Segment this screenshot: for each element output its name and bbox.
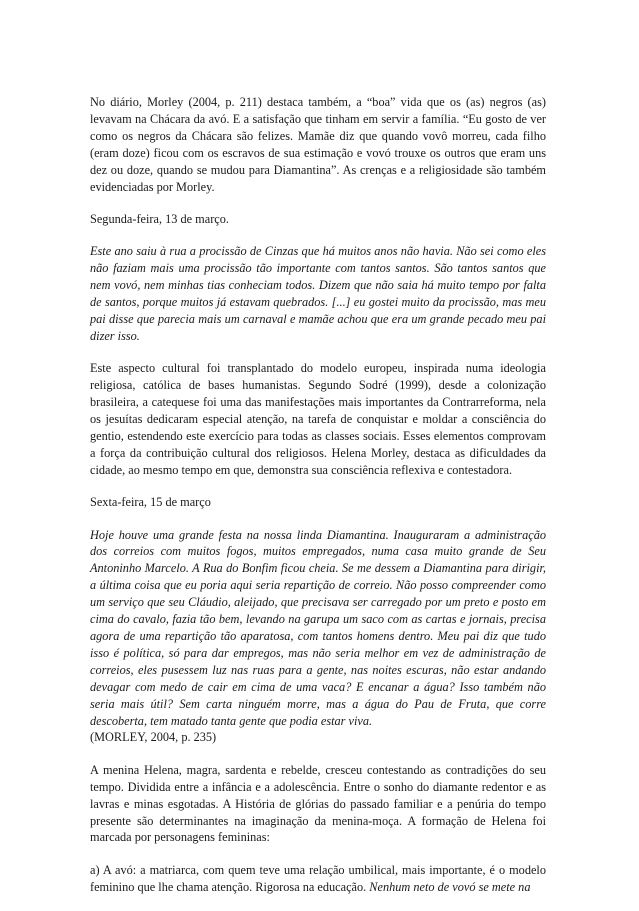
- paragraph-grandmother: [90, 862, 546, 896]
- paragraph-intro: No diário, Morley (2004, p. 211) destaca também, a “boa” vida que os (as) negros (as) levavam na Chácara da avó. E a satisfação que tinham em servir a família. “Eu gosto de ver como os negros da Chácara são felizes. Mamãe diz que quando vovô morreu, cada filho (eram doze) ficou com os escravos de sua estimação e vovó trouxe os outros que eram uns dez ou doze, quando se mudou para Diamantina”. As crenças e a religiosidade são também evidenciadas por Morley.: [90, 95, 546, 194]
- diary-date-monday: Segunda-feira, 13 de março.: [90, 211, 229, 226]
- grandmother-text: a) A avó: a matriarca, com quem teve uma relação umbilical, mais importante, é o modelo feminino que lhe chama atenção. Rigorosa na educação.: [90, 862, 546, 894]
- paragraph-helena-formation: A menina Helena, magra, sardenta e rebelde, cresceu contestando as contradições do seu tempo. Dividida entre a infância e a adolescência. Entre o sonho do diamante redentor e as lavras e minas esgotadas. A História de glórias do passado familiar e a penúria do tempo presente são determinantes na imaginação da menina-moça. A formação de Helena foi marcada por personagens femininas:: [90, 762, 546, 845]
- quote-citation: (MORLEY, 2004, p. 235): [90, 730, 217, 745]
- grandmother-quote-start: Nenhum neto de vovó se mete na: [369, 879, 531, 894]
- diary-quote-procession: Este ano saiu à rua a procissão de Cinzas que há muitos anos não havia. Não sei como eles não faziam mais uma procissão tão importante com tantos santos. São tantos santos que nem vovó, nem minhas tias conheciam todos. Dizem que não saia há muito tempo por falta de santos, porque muitos já estavam quebrados. [...] eu gostei muito da procissão, mas meu pai disse que parecia mais um carnaval e mamãe achou que era um grande pecado meu pai dizer isso.: [90, 244, 546, 343]
- document-page: [90, 94, 546, 911]
- diary-quote-post-office: Hoje houve uma grande festa na nossa linda Diamantina. Inauguraram a administração dos correios com muitos fogos, muitos empregados, numa casa muito grande de Seu Antoninho Marcelo. A Rua do Bonfim ficou cheia. Se me dessem a Diamantina para dirigir, a última coisa que eu poria aqui seria repartição de correio. Não posso compreender como um serviço que seu Cláudio, aleijado, que precisava ser carregado por um preto e posto em cima do cavalo, fazia tão bem, levando na garupa um saco com as cartas e jornais, precisa agora de uma repartição tão aparatosa, com tantos homens dentro. Meu pai diz que tudo isso é política, só para dar empregos, mas não seria melhor em vez de administração de correios, eles pusessem luz nas ruas para a gente, nas noites escuras, não estar andando devagar com medo de cair em cima de uma vaca? E encanar a água? Isso também não seria mais útil? Sem carta ninguém morre, mas a água do Pau de Fruta, que corre descoberta, tem matado tanta gente que podia estar viva.: [90, 527, 546, 728]
- diary-date-friday: Sexta-feira, 15 de março: [90, 495, 211, 510]
- paragraph-cultural-aspect: Este aspecto cultural foi transplantado do modelo europeu, inspirada numa ideologia religiosa, católica de bases humanistas. Segundo Sodré (1999), desde a colonização brasileira, a catequese foi uma das manifestações mais importantes da Contrarreforma, nela os jesuítas dedicaram especial atenção, na tarefa de conquistar e moldar a consciência do gentio, estendendo este exercício para todas as classes sociais. Esses elementos comprovam a força da contribuição cultural dos religiosos. Helena Morley, destaca as dificuldades da cidade, ao mesmo tempo em que, demonstra sua consciência reflexiva e contestadora.: [90, 361, 546, 477]
